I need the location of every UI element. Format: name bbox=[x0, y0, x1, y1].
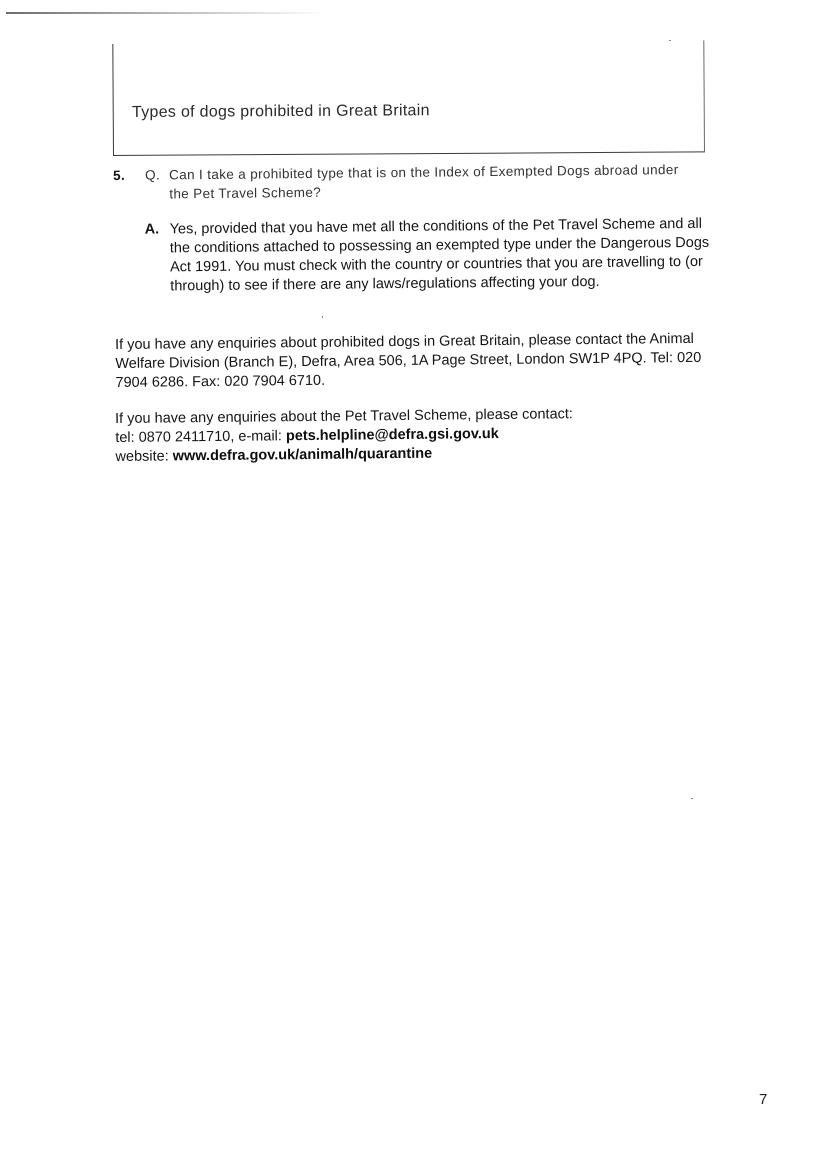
faq-answer bbox=[114, 215, 715, 297]
tel-label: tel: 0870 2411710, e-mail: bbox=[115, 428, 282, 446]
scan-speck bbox=[691, 798, 693, 799]
email-link[interactable]: pets.helpline@defra.gsi.gov.uk bbox=[285, 425, 499, 445]
faq-question bbox=[113, 160, 713, 204]
section-title: Types of dogs prohibited in Great Britain bbox=[131, 102, 430, 121]
scan-speck bbox=[669, 40, 671, 41]
faq-number: 5. bbox=[113, 167, 126, 183]
scan-speck bbox=[322, 316, 323, 318]
website-link[interactable]: www.defra.gov.uk/animalh/quarantine bbox=[172, 445, 433, 465]
scan-artifact bbox=[6, 12, 326, 14]
prohibited-dogs-contact-paragraph: If you have any enquiries about prohibited dogs in Great Britain, please contact the Animal Welfare Division (Branch E), Defra, Area 506, 1A Page Street, London SW1P 4PQ. Tel: 020 7904 6286. Fax: 020 7904 6710. bbox=[115, 330, 702, 391]
website-label: website: bbox=[115, 448, 169, 465]
section-header-box bbox=[112, 40, 705, 156]
faq-item bbox=[113, 160, 714, 297]
answer-marker: A. bbox=[144, 221, 160, 238]
question-marker: Q. bbox=[145, 167, 161, 183]
pet-travel-contact-paragraph bbox=[115, 404, 716, 467]
page-number: 7 bbox=[759, 1091, 768, 1108]
pet-travel-contact-intro: If you have any enquiries about the Pet Travel Scheme, please contact: bbox=[115, 406, 573, 427]
question-text: Can I take a prohibited type that is on the Index of Exempted Dogs abroad under the Pet Travel Scheme? bbox=[169, 162, 679, 202]
answer-text: Yes, provided that you have met all the conditions of the Pet Travel Scheme and all the conditions attached to possessing an exempted type under the Dangerous Dogs Act 1991. You must check with the country or countries that you are travelling to (or through) to see if there are any laws/regulations affecting your dog. bbox=[169, 215, 710, 295]
